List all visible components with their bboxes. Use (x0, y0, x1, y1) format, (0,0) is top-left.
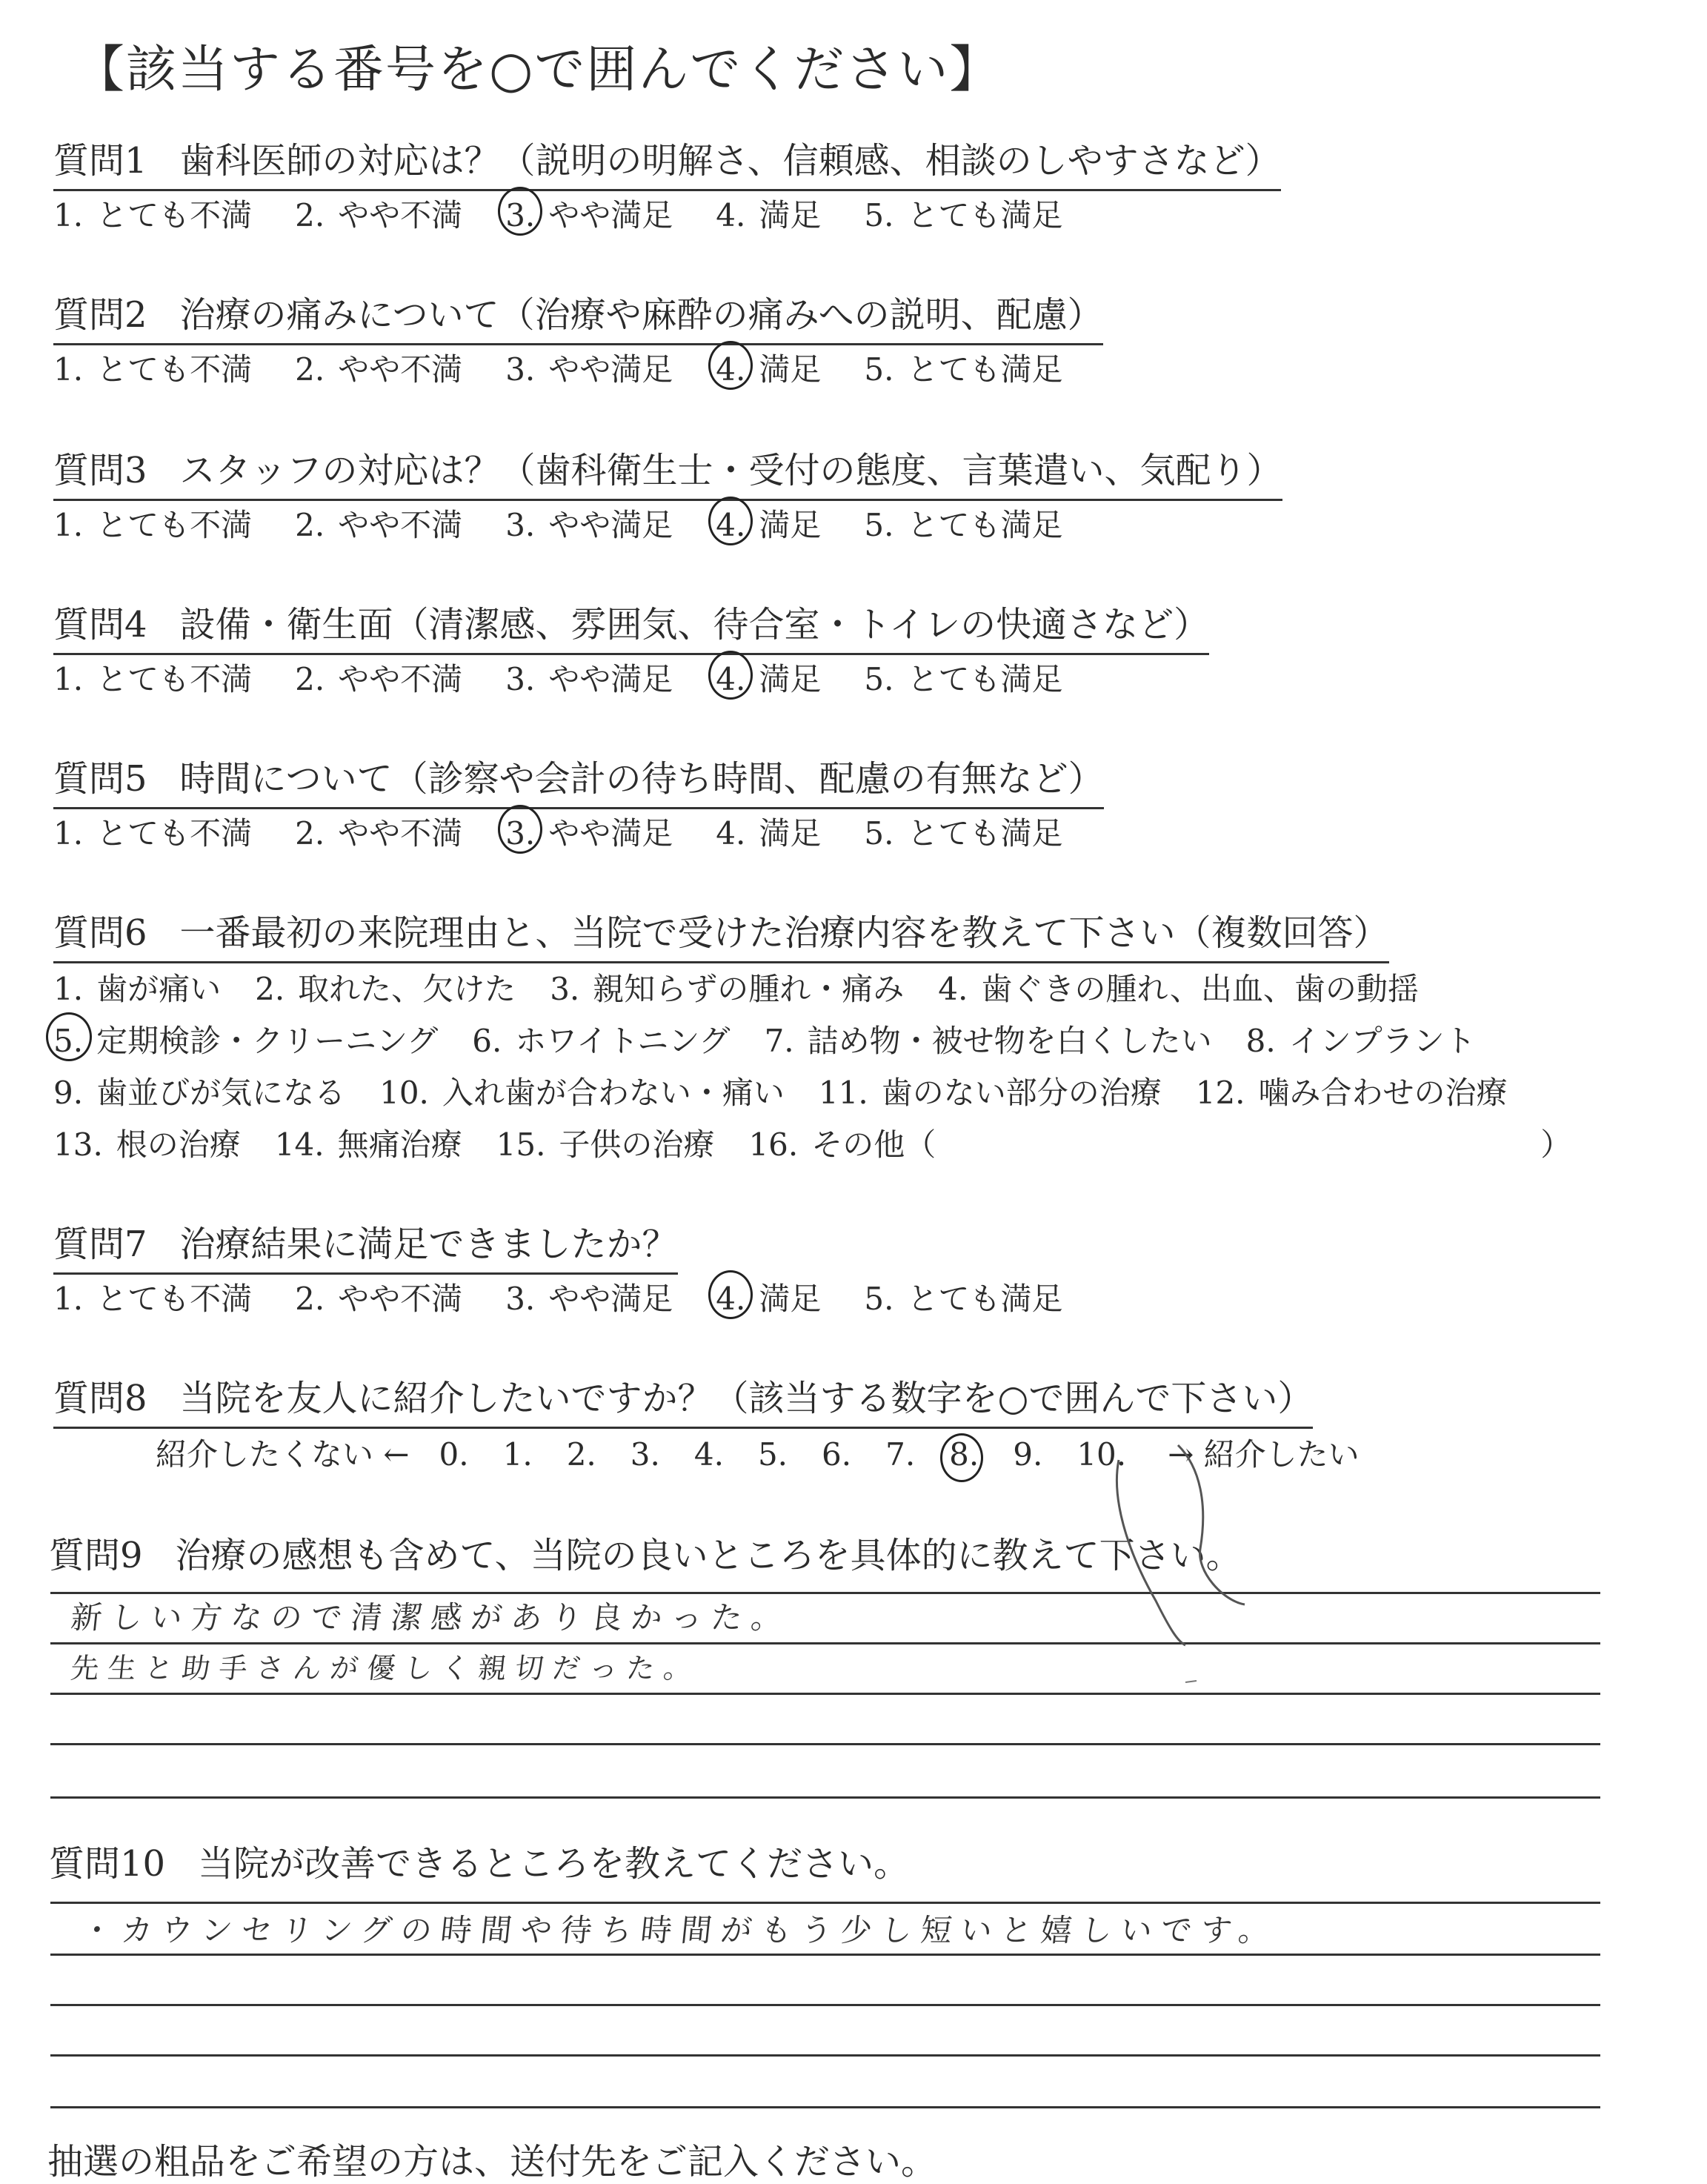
answer-line (50, 1693, 1600, 1695)
instruction-heading: 【該当する番号を○で囲んでください】 (74, 41, 1002, 99)
option-5[interactable] (864, 501, 1062, 545)
option-3[interactable] (505, 501, 673, 545)
option-label: 噛み合わせの治療 (1258, 1075, 1508, 1111)
selected-circle-mark (708, 341, 753, 390)
option-number: 4. (716, 507, 746, 543)
q10-answer-1: ・カウンセリングの時間や待ち時間がもう少し短いと嬉しいです。 (79, 1912, 1281, 1948)
option-1[interactable] (53, 345, 252, 390)
question-1 (53, 132, 1281, 191)
option-number: 1. (53, 197, 84, 233)
option-label: やや不満 (338, 351, 463, 388)
option-number: 6. (472, 1023, 502, 1059)
question-6-number: 質問6 (53, 912, 147, 954)
selected-circle-mark (498, 187, 542, 236)
option-5[interactable] (864, 345, 1062, 390)
reason-option-12[interactable] (1196, 1069, 1508, 1113)
option-number: 15. (496, 1126, 546, 1163)
question-4 (53, 596, 1209, 655)
question-3-options (53, 501, 1105, 545)
reason-option-7[interactable] (765, 1017, 1212, 1061)
pen-stroke-marks (1097, 1438, 1289, 1705)
question-3 (53, 442, 1282, 501)
option-number: 5. (864, 507, 894, 543)
option-label: とても満足 (907, 351, 1063, 388)
option-1[interactable] (53, 655, 252, 700)
question-2-options (53, 345, 1105, 390)
reason-option-6[interactable] (472, 1017, 730, 1061)
question-10 (49, 1835, 909, 1886)
option-label: とても不満 (96, 661, 253, 697)
option-label: 入れ歯が合わない・痛い (442, 1075, 785, 1111)
option-2[interactable] (295, 809, 462, 854)
scale-low-label: 紹介したくない ← (156, 1436, 410, 1473)
scale-option-0[interactable]: 0. (439, 1436, 469, 1473)
reason-option-1[interactable] (53, 965, 221, 1009)
option-number: 3. (505, 197, 536, 233)
option-number: 7. (764, 1023, 794, 1059)
option-label: とても満足 (907, 1281, 1063, 1317)
option-5[interactable] (864, 655, 1062, 700)
option-number: 3. (550, 971, 580, 1007)
answer-line (50, 1642, 1600, 1644)
option-number: 5. (864, 1281, 894, 1317)
option-number: 1. (53, 661, 84, 697)
question-5-options (53, 809, 1105, 854)
option-number: 9. (53, 1075, 84, 1111)
option-number: 13. (53, 1126, 103, 1163)
question-6-row-4 (53, 1121, 1571, 1165)
option-label: 歯ぐきの腫れ、出血、歯の動揺 (981, 971, 1419, 1007)
option-3[interactable] (505, 809, 673, 854)
question-7-title: 治療結果に満足できましたか？ (179, 1224, 678, 1265)
option-number: 3. (505, 507, 536, 543)
option-1[interactable] (53, 501, 252, 545)
option-number: 1. (53, 507, 84, 543)
option-number: 2. (295, 1281, 325, 1317)
option-number: 1. (53, 815, 84, 852)
scale-option-9[interactable]: 9. (1013, 1436, 1043, 1473)
question-10-number: 質問10 (49, 1843, 166, 1885)
reason-option-11[interactable] (819, 1069, 1162, 1113)
answer-line (50, 1954, 1600, 1956)
question-8-number: 質問8 (53, 1378, 147, 1419)
question-4-title: 設備・衛生面（清潔感、雰囲気、待合室・トイレの快適さなど） (179, 604, 1210, 645)
selected-circle-mark (940, 1433, 983, 1482)
selected-circle-mark (708, 497, 753, 545)
option-label: 満足 (759, 507, 822, 543)
question-9-number: 質問9 (49, 1535, 143, 1576)
option-4[interactable] (716, 345, 821, 390)
option-label: 子供の治療 (559, 1126, 715, 1163)
option-label: ホワイトニング (515, 1023, 731, 1059)
option-label: 満足 (759, 351, 822, 388)
option-label: やや不満 (338, 661, 463, 697)
reason-option-9[interactable] (53, 1069, 345, 1113)
option-label: 満足 (759, 1281, 822, 1317)
option-1[interactable] (53, 1275, 252, 1319)
option-1[interactable] (53, 809, 252, 854)
option-number: 2. (255, 971, 285, 1007)
option-label: 詰め物・被せ物を白くしたい (807, 1023, 1212, 1059)
selected-circle-mark (708, 651, 753, 700)
option-number: 2. (295, 661, 325, 697)
option-label: 定期検診・クリーニング (96, 1023, 439, 1059)
option-label: やや不満 (338, 507, 463, 543)
scale-option-2[interactable]: 2. (566, 1436, 596, 1473)
reason-option-3[interactable] (550, 965, 904, 1009)
reason-option-10[interactable] (379, 1069, 785, 1113)
option-number: 4. (716, 351, 746, 388)
reason-option-16[interactable] (748, 1121, 936, 1165)
question-1-options (53, 191, 1105, 236)
question-6-row-2 (53, 1017, 1510, 1061)
reason-option-5[interactable] (53, 1017, 438, 1061)
option-label: やや満足 (548, 661, 673, 697)
scale-option-8[interactable]: 8. (949, 1436, 979, 1473)
option-label: 歯が痛い (96, 971, 222, 1007)
option-number: 5. (864, 661, 894, 697)
option-label: とても不満 (96, 507, 253, 543)
question-7-options (53, 1275, 1105, 1319)
question-2-title: 治療の痛みについて（治療や麻酔の痛みへの説明、配慮） (179, 294, 1103, 336)
scale-numbers (439, 1436, 1161, 1473)
option-number: 4. (716, 1281, 746, 1317)
option-number: 3. (505, 661, 536, 697)
reason-option-2[interactable] (255, 965, 516, 1009)
option-label: とても満足 (907, 661, 1063, 697)
question-4-options (53, 655, 1105, 700)
answer-line (50, 1902, 1600, 1904)
selected-circle-mark (498, 805, 542, 854)
selected-circle-mark (708, 1270, 753, 1319)
option-label: 満足 (759, 197, 822, 233)
option-number: 8. (1245, 1023, 1276, 1059)
question-2 (53, 286, 1103, 345)
scale-option-3[interactable]: 3. (630, 1436, 660, 1473)
reason-option-14[interactable] (275, 1121, 462, 1165)
option-label: やや満足 (548, 507, 673, 543)
question-10-title: 当院が改善できるところを教えてください。 (198, 1843, 910, 1885)
option-4[interactable] (716, 655, 821, 700)
option-number: 4. (716, 815, 746, 852)
option-number: 5. (864, 815, 894, 852)
reason-option-15[interactable] (496, 1121, 715, 1165)
option-number: 10. (379, 1075, 429, 1111)
option-label: 無痛治療 (337, 1126, 462, 1163)
option-number: 2. (295, 351, 325, 388)
option-3[interactable] (505, 655, 673, 700)
option-number: 3. (505, 1281, 536, 1317)
option-label: 歯並びが気になる (96, 1075, 346, 1111)
question-6 (53, 904, 1389, 963)
option-number: 1. (53, 971, 84, 1007)
question-4-number: 質問4 (53, 604, 147, 645)
option-3[interactable] (505, 191, 673, 236)
option-5[interactable] (864, 1275, 1062, 1319)
option-label: 満足 (759, 815, 822, 852)
option-2[interactable] (295, 345, 462, 390)
scale-option-10[interactable]: 10. (1077, 1436, 1127, 1473)
question-1-title: 歯科医師の対応は？（説明の明解さ、信頼感、相談のしやすさなど） (179, 140, 1281, 182)
question-7-number: 質問7 (53, 1224, 147, 1265)
answer-line (50, 2054, 1600, 2057)
question-6-title: 一番最初の来院理由と、当院で受けた治療内容を教えて下さい（複数回答） (179, 912, 1389, 954)
q9-answer-1: 新しい方なので清潔感があり良かった。 (69, 1599, 793, 1636)
option-label: やや不満 (338, 1281, 463, 1317)
option-5[interactable] (864, 191, 1062, 236)
question-6-row-1 (53, 965, 1453, 1009)
option-number: 4. (938, 971, 968, 1007)
option-number: 4. (716, 197, 746, 233)
option-2[interactable] (295, 1275, 462, 1319)
option-label: やや不満 (338, 815, 463, 852)
answer-line (50, 2106, 1600, 2108)
option-3[interactable] (505, 345, 673, 390)
selected-circle-mark (46, 1012, 92, 1061)
option-label: やや満足 (548, 1281, 673, 1317)
reason-option-4[interactable] (938, 965, 1419, 1009)
option-number: 3. (505, 351, 536, 388)
option-label: インプラント (1288, 1023, 1476, 1059)
option-number: 16. (748, 1126, 799, 1163)
question-5-number: 質問5 (53, 758, 147, 800)
question-8-title: 当院を友人に紹介したいですか？（該当する数字を○で囲んで下さい） (179, 1378, 1314, 1419)
option-number: 5. (864, 351, 894, 388)
question-9 (49, 1527, 1242, 1578)
option-label: とても不満 (96, 1281, 253, 1317)
answer-line (50, 1743, 1600, 1745)
option-2[interactable] (295, 191, 462, 236)
option-label: とても満足 (907, 507, 1063, 543)
option-number: 14. (274, 1126, 325, 1163)
scale-option-7[interactable]: 7. (885, 1436, 916, 1473)
option-number: 3. (505, 815, 536, 852)
option-2[interactable] (295, 501, 462, 545)
answer-line (50, 2004, 1600, 2006)
option-number: 5. (864, 197, 894, 233)
option-label: やや満足 (548, 351, 673, 388)
option-label: とても満足 (907, 815, 1063, 852)
option-4[interactable] (716, 809, 821, 854)
option-label: とても不満 (96, 197, 253, 233)
question-2-number: 質問2 (53, 294, 147, 336)
option-number: 1. (53, 1281, 84, 1317)
option-5[interactable] (864, 809, 1062, 854)
reason-option-8[interactable] (1246, 1017, 1476, 1061)
scale-option-6[interactable]: 6. (822, 1436, 852, 1473)
option-4[interactable] (716, 501, 821, 545)
option-number: 2. (295, 507, 325, 543)
question-8 (53, 1370, 1313, 1429)
question-7 (53, 1215, 678, 1275)
option-label: やや満足 (548, 197, 673, 233)
option-number: 1. (53, 351, 84, 388)
option-number: 2. (295, 815, 325, 852)
option-2[interactable] (295, 655, 462, 700)
answer-line (50, 1796, 1600, 1799)
option-3[interactable] (505, 1275, 673, 1319)
scale-option-4[interactable]: 4. (693, 1436, 724, 1473)
option-4[interactable] (716, 191, 821, 236)
scale-option-5[interactable]: 5. (757, 1436, 788, 1473)
option-number: 2. (295, 197, 325, 233)
question-9-title: 治療の感想も含めて、当院の良いところを具体的に教えて下さい。 (175, 1535, 1242, 1576)
option-label: 根の治療 (116, 1126, 241, 1163)
option-label: 歯のない部分の治療 (881, 1075, 1162, 1111)
option-1[interactable] (53, 191, 252, 236)
q9-answer-2: 先生と助手さんが優しく親切だった。 (69, 1652, 702, 1685)
question-5-title: 時間について（診察や会計の待ち時間、配慮の有無など） (179, 758, 1104, 800)
option-label: やや不満 (338, 197, 463, 233)
option-label: 取れた、欠けた (298, 971, 516, 1007)
scale-option-1[interactable]: 1. (502, 1436, 533, 1473)
footer-note: 抽選の粗品をご希望の方は、送付先をご記入ください。 (47, 2141, 937, 2183)
question-6-row-3 (53, 1069, 1542, 1113)
option-4[interactable] (716, 1275, 821, 1319)
option-number: 4. (716, 661, 746, 697)
option-label: とても満足 (907, 197, 1063, 233)
other-close-paren: ） (1540, 1126, 1572, 1163)
option-label: やや満足 (548, 815, 673, 852)
option-label: とても不満 (96, 815, 253, 852)
reason-option-13[interactable] (53, 1121, 241, 1165)
question-1-number: 質問1 (53, 140, 147, 182)
option-label: 満足 (759, 661, 822, 697)
option-number: 11. (818, 1075, 868, 1111)
option-number: 12. (1195, 1075, 1245, 1111)
question-3-title: スタッフの対応は？（歯科衛生士・受付の態度、言葉遣い、気配り） (179, 450, 1282, 491)
option-label: その他（ (811, 1126, 936, 1163)
option-number: 5. (53, 1023, 84, 1059)
option-label: 親知らずの腫れ・痛み (593, 971, 905, 1007)
option-label: とても不満 (96, 351, 253, 388)
question-5 (53, 750, 1104, 809)
scale-high-label: → 紹介したい (1168, 1436, 1360, 1473)
question-3-number: 質問3 (53, 450, 147, 491)
